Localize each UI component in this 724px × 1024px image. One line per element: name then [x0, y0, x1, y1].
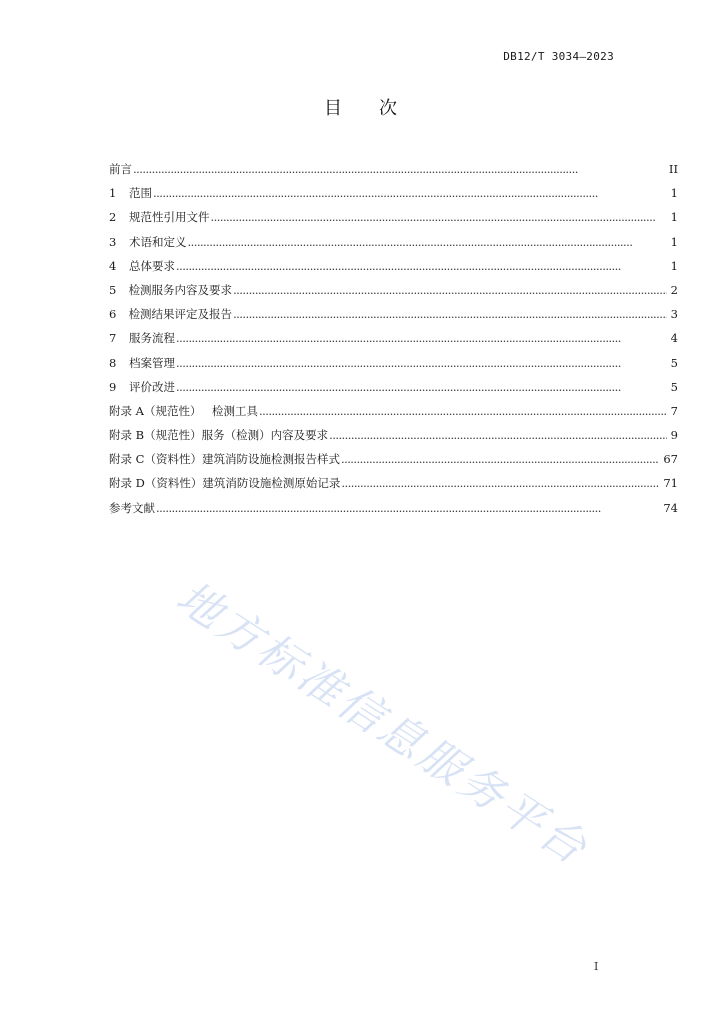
toc-page-number: 5: [670, 355, 678, 370]
toc-appendix-prefix: 附录 A（规范性）: [109, 403, 202, 418]
toc-entry-label: 前言: [109, 162, 132, 176]
toc-entry-label: 建筑消防设施检测原始记录: [202, 476, 341, 491]
dot-leader: [176, 351, 667, 375]
toc-entry-label: 建筑消防设施检测报告样式: [201, 452, 340, 467]
toc-entry-label: 规范性引用文件: [129, 210, 210, 225]
toc-entry-label: 检测服务内容及要求: [128, 282, 233, 297]
toc-page-number: II: [668, 162, 678, 176]
dot-leader: [329, 423, 667, 447]
toc-entry-appendix-a[interactable]: [109, 399, 678, 423]
toc-entry-1[interactable]: [109, 181, 678, 205]
toc-entry-5[interactable]: [109, 278, 678, 302]
toc-page-number: 74: [663, 500, 678, 515]
toc-page-number: 4: [670, 331, 678, 346]
toc-entry-number: 9: [109, 379, 117, 394]
toc-page-number: 1: [670, 186, 678, 201]
toc-entry-2[interactable]: [109, 205, 678, 229]
toc-entry-number: 6: [109, 307, 117, 322]
toc-page-number: 1: [670, 258, 678, 273]
toc-page-number: 7: [670, 403, 678, 418]
dot-leader: [341, 447, 659, 471]
dot-leader: [176, 375, 667, 399]
toc-entry-label: 总体要求: [129, 258, 175, 273]
toc-entry-number: 5: [109, 282, 117, 297]
toc-entry-references[interactable]: [109, 496, 678, 520]
toc-appendix-prefix: 附录 C（资料性）: [109, 452, 202, 467]
dot-leader: [153, 181, 667, 205]
toc-page-number: 1: [670, 234, 678, 249]
document-code: DB12/T 3034—2023: [503, 50, 614, 63]
toc-entry-label: 参考文献: [109, 500, 155, 515]
dot-leader: [233, 302, 667, 326]
toc-entry-label: 检测结果评定及报告: [128, 307, 233, 322]
toc-entry-3[interactable]: [109, 230, 678, 254]
toc-page-number: 67: [663, 452, 678, 467]
toc-entry-label: 术语和定义: [129, 234, 187, 249]
toc-entry-4[interactable]: [109, 254, 678, 278]
dot-leader: [176, 254, 667, 278]
dot-leader: [188, 230, 667, 254]
toc-appendix-prefix: 附录 D（资料性）: [109, 476, 203, 491]
toc-entry-7[interactable]: [109, 326, 678, 350]
toc-entry-6[interactable]: [109, 302, 678, 326]
page-title: [0, 94, 724, 120]
toc-entry-label: 检测工具: [212, 403, 258, 418]
toc-page-number: 3: [670, 307, 678, 322]
toc-page-number: 2: [670, 282, 678, 297]
dot-leader: [176, 326, 667, 350]
toc-entry-number: 3: [109, 234, 117, 249]
toc-entry-label: 范围: [129, 186, 152, 201]
toc-entry-appendix-b[interactable]: [109, 423, 678, 447]
toc-entry-number: 4: [109, 258, 117, 273]
dot-leader: [133, 157, 665, 181]
toc-entry-label: 服务流程: [129, 331, 175, 346]
toc-appendix-prefix: 附录 B（规范性）: [109, 428, 202, 443]
title-char-1: 目: [324, 98, 345, 119]
footer-page-number: I: [594, 960, 599, 973]
dot-leader: [156, 496, 659, 520]
table-of-contents: [109, 157, 678, 520]
toc-entry-appendix-d[interactable]: [109, 471, 678, 495]
toc-page-number: 5: [670, 379, 678, 394]
toc-page-number: 1: [670, 210, 678, 225]
toc-entry-label: 评价改进: [129, 379, 175, 394]
dot-leader: [233, 278, 667, 302]
toc-entry-number: 2: [109, 210, 117, 225]
toc-entry-number: 7: [109, 331, 117, 346]
toc-entry-number: 1: [109, 186, 117, 201]
toc-entry-label: 档案管理: [129, 355, 175, 370]
toc-page-number: 9: [670, 428, 678, 443]
toc-entry-8[interactable]: [109, 351, 678, 375]
dot-leader: [259, 399, 667, 423]
toc-entry-number: 8: [109, 355, 117, 370]
toc-entry-foreword[interactable]: [109, 157, 678, 181]
toc-entry-label: 服务（检测）内容及要求: [201, 428, 329, 443]
dot-leader: [211, 205, 667, 229]
title-char-2: 次: [379, 98, 400, 119]
dot-leader: [341, 471, 659, 495]
watermark: 地方标准信息服务平台: [167, 571, 598, 876]
toc-entry-appendix-c[interactable]: [109, 447, 678, 471]
toc-entry-9[interactable]: [109, 375, 678, 399]
toc-page-number: 71: [663, 476, 678, 491]
